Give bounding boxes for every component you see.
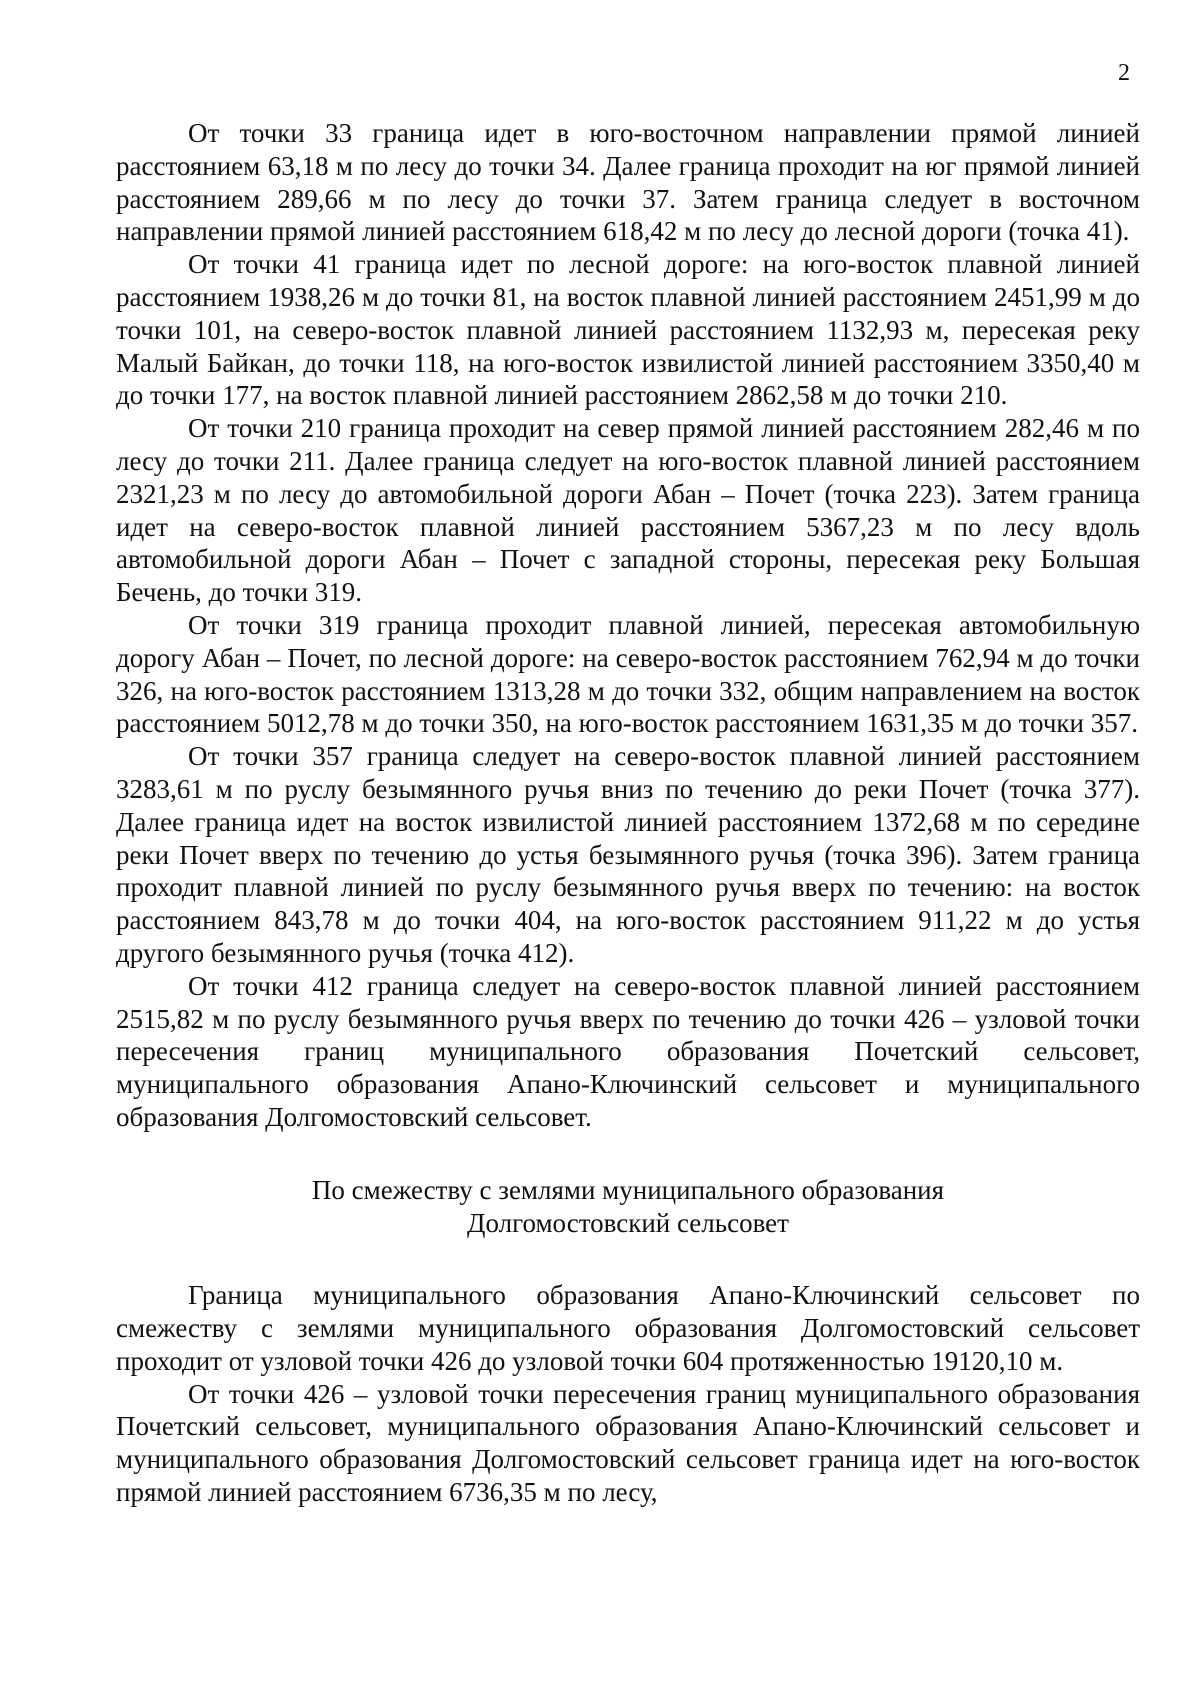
paragraph-point-426: От точки 426 – узловой точки пересечения границ муниципального образования Почетский сельсовет, муниципального образования Апано-Ключинский сельсовет и муниципального образования Долгомостовский сельсовет граница идет на юго-восток прямой линией расстоянием 6736,35 м по лесу, [116, 1378, 1140, 1508]
paragraph-points-319-357: От точки 319 граница проходит плавной линией, пересекая автомобильную дорогу Абан – Почет, по лесной дороге: на северо-восток расстоянием 762,94 м до точки 326, на юго-восток расстоянием 1313,28 м до точки 332, общим направлением на восток расстоянием 5012,78 м до точки 350, на юго-восток расстоянием 1631,35 м до точки 357. [116, 609, 1140, 739]
page-number: 2 [1118, 60, 1130, 86]
paragraph-points-210-319: От точки 210 граница проходит на север прямой линией расстоянием 282,46 м по лесу до точки 211. Далее граница следует на юго-восток плавной линией расстоянием 2321,23 м по лесу до автомобильной дороги Абан – Почет (точка 223). Затем граница идет на северо-восток плавной линией расстоянием 5367,23 м по лесу вдоль автомобильной дороги Абан – Почет с западной стороны, пересекая реку Большая Бечень, до точки 319. [116, 413, 1140, 608]
document-body [116, 117, 1140, 1509]
paragraph-points-41-210: От точки 41 граница идет по лесной дороге: на юго-восток плавной линией расстоянием 1938,26 м до точки 81, на восток плавной линией расстоянием 2451,99 м до точки 101, на северо-восток плавной линией расстоянием 1132,93 м, пересекая реку Малый Байкан, до точки 118, на юго-восток извилистой линией расстоянием 3350,40 м до точки 177, на восток плавной линией расстоянием 2862,58 м до точки 210. [116, 249, 1140, 411]
paragraph-points-412-426: От точки 412 граница следует на северо-восток плавной линией расстоянием 2515,82 м по руслу безымянного ручья вверх по течению до точки 426 – узловой точки пересечения границ муниципального образования Почетский сельсовет, муниципального образования Апано-Ключинский сельсовет и муниципального образования Долгомостовский сельсовет. [116, 970, 1140, 1132]
section-heading [116, 1174, 1140, 1240]
section-heading-line-2: Долгомостовский сельсовет [467, 1207, 789, 1238]
paragraph-points-357-412: От точки 357 граница следует на северо-восток плавной линией расстоянием 3283,61 м по руслу безымянного ручья вниз по течению до реки Почет (точка 377). Далее граница идет на восток извилистой линией расстоянием 1372,68 м по середине реки Почет вверх по течению до устья безымянного ручья (точка 396). Затем граница проходит плавной линией по руслу безымянного ручья вверх по течению: на восток расстоянием 843,78 м до точки 404, на юго-восток расстоянием 911,22 м до устья другого безымянного ручья (точка 412). [116, 741, 1140, 968]
section-heading-line-1: По смежеству с землями муниципального образования [311, 1174, 945, 1205]
paragraph-boundary-overview: Граница муниципального образования Апано-Ключинский сельсовет по смежеству с землями муниципального образования Долгомостовский сельсовет проходит от узловой точки 426 до узловой точки 604 протяженностью 19120,10 м. [116, 1280, 1140, 1376]
paragraph-points-33-41: От точки 33 граница идет в юго-восточном направлении прямой линией расстоянием 63,18 м по лесу до точки 34. Далее граница проходит на юг прямой линией расстоянием 289,66 м по лесу до точки 37. Затем граница следует в восточном направлении прямой линией расстоянием 618,42 м по лесу до лесной дороги (точка 41). [116, 118, 1140, 247]
